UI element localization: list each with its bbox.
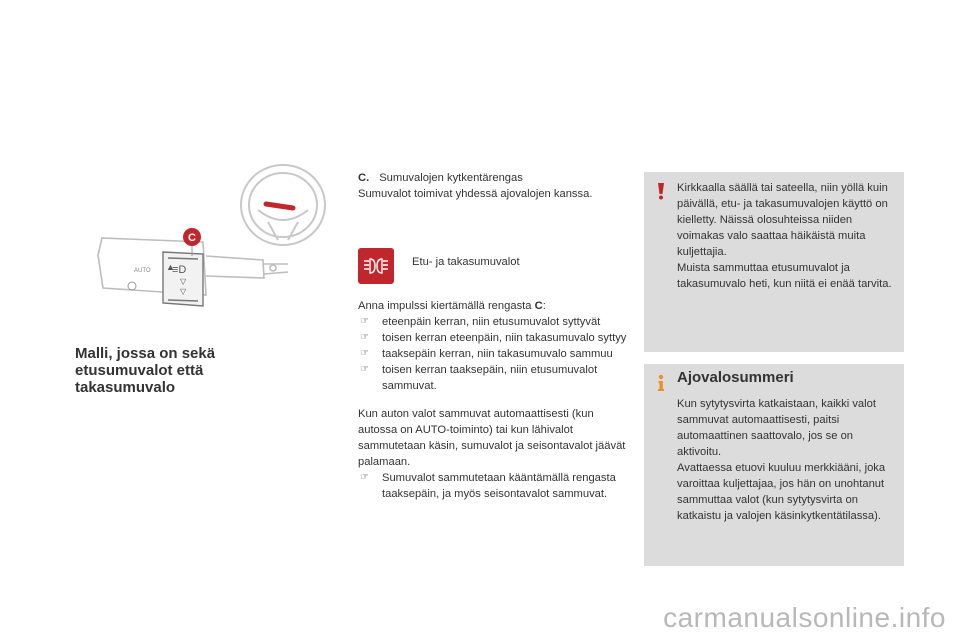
warning-text-2: Muista sammuttaa etusumuvalot ja takasumuvalo heti, kun niitä ei enää tarvita. (677, 262, 892, 290)
list-item: ☞ eteenpäin kerran, niin etusumuvalot syttyvät (360, 316, 601, 328)
info-text-2: Avattaessa etuovi kuuluu merkkiääni, joka varoittaa kuljettajaa, jos hän on unohtanut sammuttaa valot (kun sytytysvirta on katkaistu ja valojen käsinkytkentätilassa). (677, 462, 886, 522)
fog-lamp-icon (358, 248, 394, 284)
ring-heading-text: Sumuvalojen kytkentärengas (379, 172, 523, 184)
lighting-stalk-illustration (88, 160, 338, 320)
warning-text (677, 180, 899, 292)
fog-ring-section (358, 170, 628, 502)
info-title: Ajovalosummeri (677, 369, 794, 386)
list-item: ☞ Sumuvalot sammutetaan kääntämällä rengasta taaksepäin, ja myös seisontavalot sammuvat. (360, 472, 616, 500)
c-badge-icon (183, 228, 201, 256)
c-badge-letter: C (188, 232, 196, 244)
info-box (644, 364, 904, 566)
info-text-1: Kun sytytysvirta katkaistaan, kaikki valot sammuvat automaattisesti, paitsi automaattinen saattovalo, jos se on aktivoitu. (677, 398, 876, 458)
auto-bullets (358, 470, 628, 502)
ring-bullets (358, 314, 628, 394)
info-text (677, 396, 899, 524)
svg-text:▽: ▽ (180, 277, 187, 286)
ring-letter: C. (358, 172, 370, 184)
list-item: ☞ toisen kerran taaksepäin, niin etusumuvalot sammuvat. (360, 364, 598, 392)
warning-text-1: Kirkkaalla säällä tai sateella, niin yöllä kuin päivällä, etu- ja takasumuvalojen käyttö on kielletty. Näissä olosuhteissa niiden voimakas valo saattaa häikäistä muita kuljettajia. (677, 182, 888, 258)
auto-label: AUTO (134, 268, 151, 274)
lamp-row (358, 248, 628, 290)
list-item: ☞ taaksepäin kerran, niin takasumuvalo sammuu (360, 348, 613, 360)
auto-paragraph: Kun auton valot sammuvat automaattisesti (kun autossa on AUTO-toiminto) tai kun lähivalot sammutetaan käsin, sumuvalot ja seisontavalot jäävät palamaan. (358, 408, 626, 468)
svg-text:▲: ▲ (166, 262, 175, 272)
ring-heading (358, 170, 628, 186)
ring-intro: Anna impulssi kiertämällä rengasta C: (358, 300, 546, 312)
watermark: carmanualsonline.info (663, 602, 946, 633)
info-icon (654, 374, 668, 392)
svg-text:≡D: ≡D (172, 264, 187, 276)
section-title: Malli, jossa on sekä etusumuvalot että takasumuvalo (75, 345, 216, 396)
svg-text:▽: ▽ (180, 287, 187, 296)
ring-note: Sumuvalot toimivat yhdessä ajovalojen kanssa. (358, 188, 593, 200)
lamp-label: Etu- ja takasumuvalot (412, 256, 520, 268)
list-item: ☞ toisen kerran eteenpäin, niin takasumuvalo syttyy (360, 332, 627, 344)
exclamation-icon (654, 182, 668, 200)
warning-box (644, 172, 904, 352)
